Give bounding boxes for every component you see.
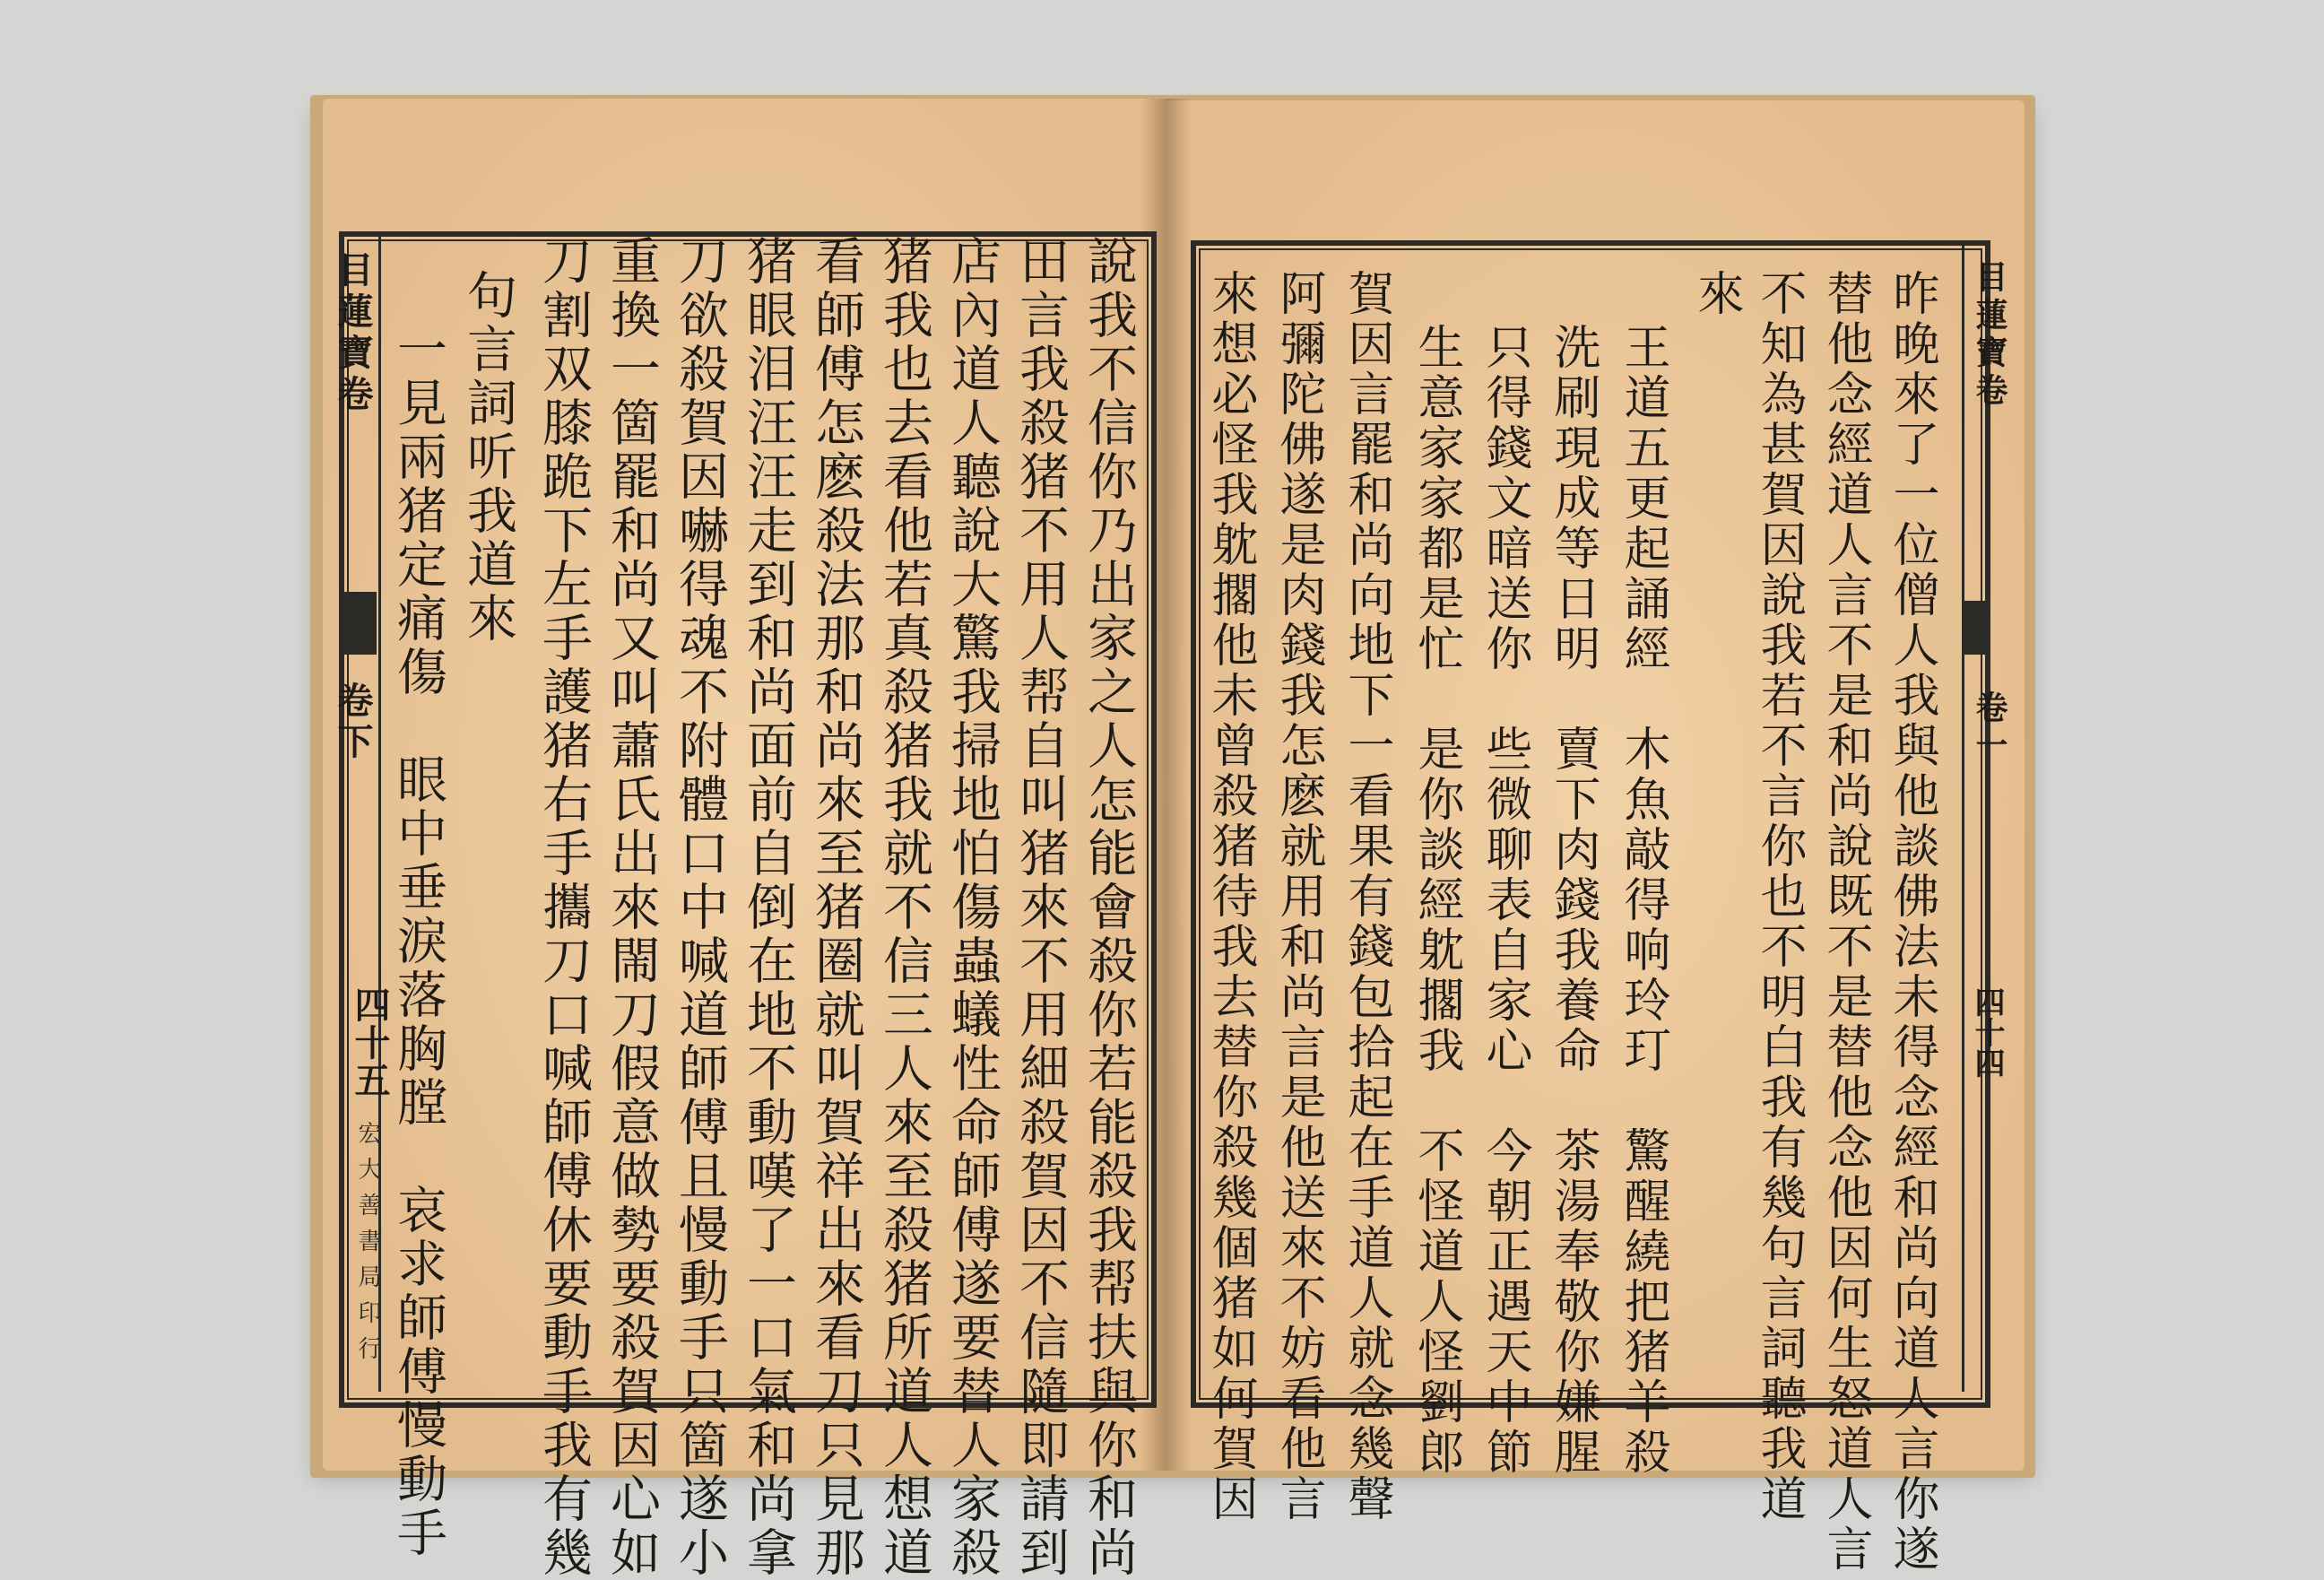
right-column-5: 王道五更起誦經 木魚敲得响玲玎 驚醒繞把猪羊殺: [1616, 323, 1669, 1478]
right-page-number: 四十四: [1969, 986, 2005, 1078]
left-page-number: 四十五: [349, 986, 391, 1099]
right-column-11: 來想必怪我躭擱他未曾殺猪待我去替你殺幾個猪如何賀因: [1203, 269, 1257, 1524]
right-running-title: 目蓮寶卷: [1971, 260, 2008, 411]
left-column-5: 看師傅怎麽殺法那和尚來至猪圈就叫賀祥出來看刀只見那: [807, 235, 865, 1580]
left-column-10: 句言詞听我道來: [459, 269, 517, 646]
right-margin-strip: [1962, 244, 1991, 1392]
right-column-1: 昨晚來了一位僧人我與他談佛法未得念經和尚向道人言你遂: [1885, 269, 1938, 1575]
left-fish-tail-mark: [343, 592, 377, 655]
left-column-7: 刀欲殺賀因嚇得魂不附體口中喊道師傅且慢動手只箇遂小: [671, 235, 729, 1580]
left-running-title: 目蓮寶卷: [332, 251, 374, 416]
right-column-4: 來: [1689, 269, 1743, 319]
right-column-3: 不知為甚賀因說我若不言你也不明白我有幾句言詞聽我道: [1752, 269, 1806, 1524]
left-column-6: 猪眼泪汪汪走到和尚面前自倒在地不動嘆了一口氣和尚拿: [739, 235, 797, 1580]
publisher-imprint: 宏大善書局印行: [354, 1121, 381, 1372]
left-column-2: 田言我殺猪不用人帮自叫猪來不用細殺賀因不信隨即請到: [1011, 235, 1070, 1580]
right-column-10: 阿彌陀佛遂是肉錢我怎麽就用和尚言是他送來不妨看他言: [1271, 269, 1325, 1524]
right-column-9: 賀因言罷和尚向地下一看果有錢包拾起在手道人就念幾聲: [1340, 269, 1393, 1524]
left-column-3: 店內道人聽說大驚我掃地怕傷蟲蟻性命師傅遂要替人家殺: [943, 235, 1002, 1580]
left-volume-label: 卷下: [332, 681, 374, 764]
right-column-2: 替他念經道人言不是和尚說既不是替他念他因何生怒道人言: [1818, 269, 1872, 1575]
left-column-1: 說我不信你乃出家之人怎能會殺你若能殺我帮扶與你和尚: [1080, 235, 1138, 1580]
right-volume-label: 卷一: [1971, 690, 2008, 766]
right-column-7: 只得錢文暗送你 些微聊表自家心 今朝正遇天中節: [1478, 323, 1531, 1478]
right-column-8: 生意家家都是忙 是你談經躭擱我 不怪道人怪劉郎: [1409, 323, 1463, 1478]
right-fish-tail-mark: [1964, 601, 1989, 655]
left-column-8: 重換一箇罷和尚又叫蕭氏出來閙刀假意做勢要殺賀因心如: [603, 235, 661, 1580]
left-column-9: 刀割双膝跪下左手護猪右手攜刀口喊師傅休要動手我有幾: [534, 235, 593, 1580]
left-column-11: 一見兩猪定痛傷 眼中垂淚落胸膛 哀求師傅慢動手: [389, 323, 447, 1560]
left-column-4: 猪我也去看他若真殺猪我就不信三人來至殺猪所道人想道: [875, 235, 933, 1580]
right-column-6: 洗刷現成等日明 賣下肉錢我養命 茶湯奉敬你嫌腥: [1546, 323, 1600, 1478]
